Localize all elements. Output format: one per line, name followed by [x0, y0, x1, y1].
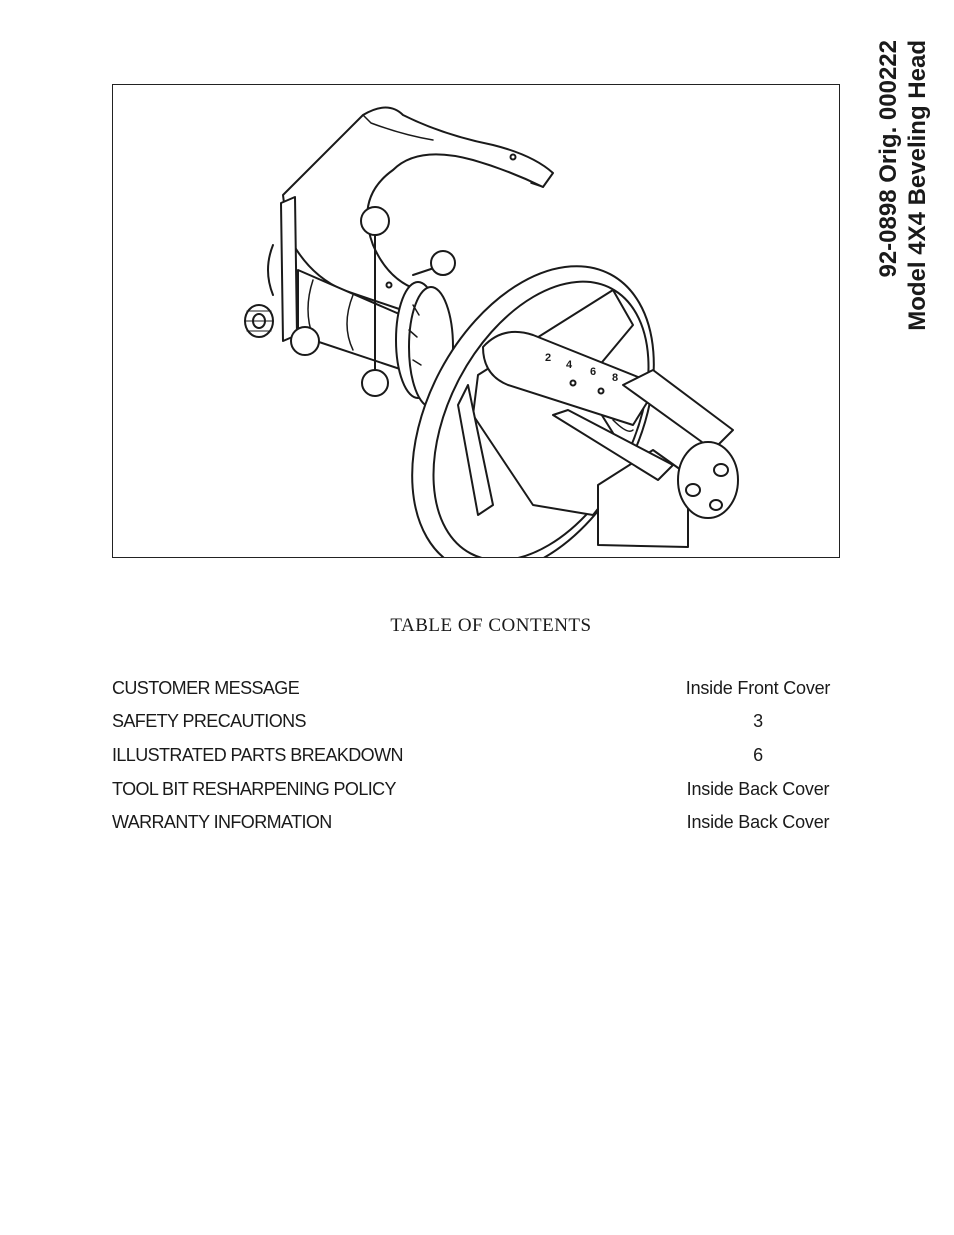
toc-row: [112, 711, 838, 735]
ball-handle-top: [361, 207, 389, 235]
ball-handle-left: [291, 327, 319, 355]
document-model-title: Model 4X4 Beveling Head: [904, 40, 931, 331]
toc-entry-title: TOOL BIT RESHARPENING POLICY: [112, 779, 396, 799]
ball-handle-right: [431, 251, 455, 275]
toc-row: [112, 678, 838, 702]
toc-entry-title: WARRANTY INFORMATION: [112, 812, 332, 832]
end-cap: [678, 442, 738, 518]
dial-mark: 2: [545, 352, 552, 364]
toc-entry-page: Inside Back Cover: [686, 812, 830, 832]
left-column: [281, 197, 297, 341]
dial-mark: 6: [590, 366, 597, 378]
ball-handle-bottom: [362, 370, 388, 396]
toc-entry-title: ILLUSTRATED PARTS BREAKDOWN: [112, 745, 403, 765]
toc-row: [112, 745, 838, 769]
toc-row: [112, 779, 838, 803]
figure-frame: [112, 84, 840, 558]
toc-entry-page: Inside Front Cover: [685, 678, 831, 698]
toc-entry-page: 3: [753, 711, 763, 731]
yoke-hole-lower: [387, 283, 392, 288]
yoke-hole: [511, 155, 516, 160]
toc-row: [112, 812, 838, 836]
document-side-title: [868, 40, 938, 350]
toc-heading: TABLE OF CONTENTS: [390, 615, 592, 636]
toc-entry-page: Inside Back Cover: [686, 779, 830, 799]
beveling-head-illustration: [113, 85, 839, 557]
dial-mark: 4: [566, 359, 573, 371]
document-number: 92-0898 Orig. 000222: [875, 40, 902, 278]
toc-entry-title: CUSTOMER MESSAGE: [112, 678, 300, 698]
toc-entry-page: 6: [753, 745, 763, 765]
toc-entry-title: SAFETY PRECAUTIONS: [112, 711, 306, 731]
dial-mark: 8: [612, 372, 619, 384]
